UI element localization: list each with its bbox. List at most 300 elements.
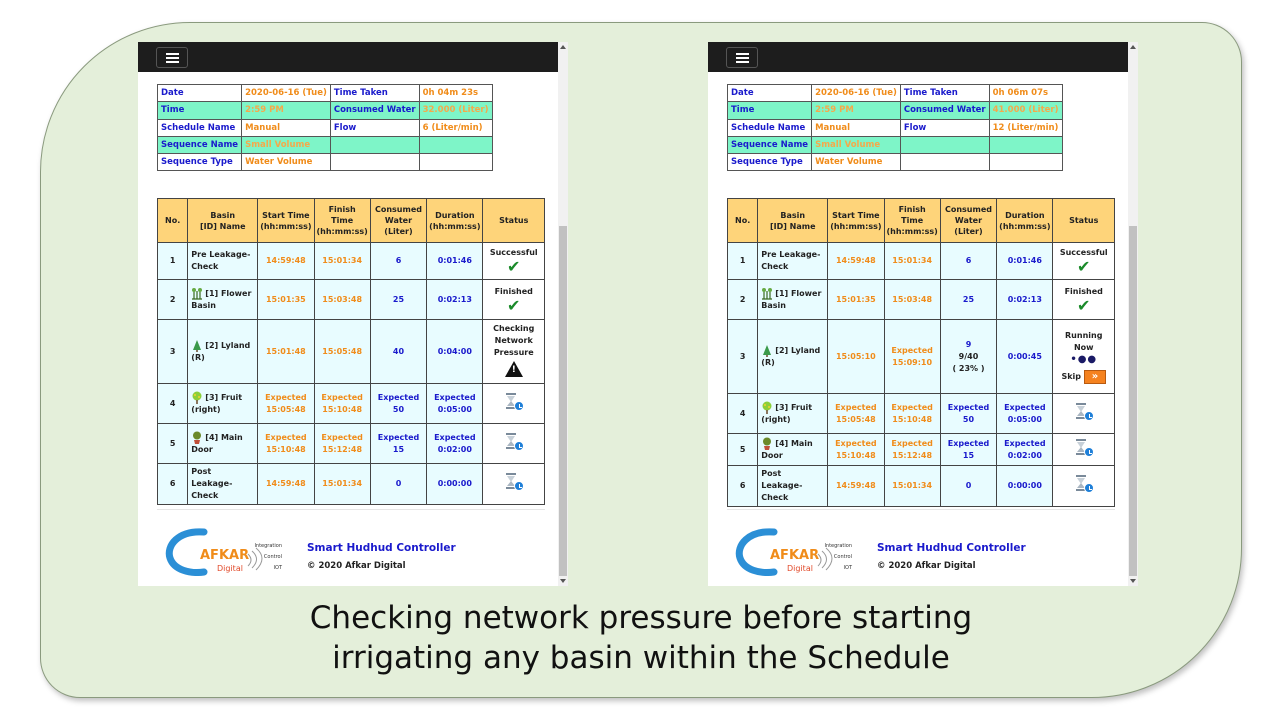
flow-value: 6 (Liter/min) xyxy=(419,119,492,136)
basin-name-text: [4] Main Door xyxy=(191,433,243,454)
time-label: Time xyxy=(158,102,242,119)
duration-value: 0:00:45 xyxy=(1007,351,1042,361)
row-number: 1 xyxy=(728,243,758,280)
consumed-water-value: 32.000 (Liter) xyxy=(419,102,492,119)
finish-time xyxy=(314,384,370,424)
start-time-value: 15:01:48 xyxy=(265,346,306,356)
row-number: 4 xyxy=(158,384,188,424)
finish-time-value: 15:03:48 xyxy=(322,294,363,304)
schedule-name-value: Manual xyxy=(242,119,331,136)
col-consumed-line1: Consumed xyxy=(944,205,992,214)
finish-time-expected: Expected xyxy=(321,432,363,442)
time-taken-value: 0h 06m 07s xyxy=(989,85,1062,102)
status-label: Successful xyxy=(1059,248,1108,257)
basin-name xyxy=(758,394,828,434)
consumed-water-value: 25 xyxy=(962,294,975,304)
logo-tag-control: Control xyxy=(833,554,852,560)
status xyxy=(483,243,545,280)
scroll-down-arrow-icon[interactable] xyxy=(560,579,566,583)
start-time xyxy=(828,243,884,280)
sequence-type-value: Water Volume xyxy=(812,154,901,171)
logo-tag-iot: IOT xyxy=(843,565,852,571)
finish-time xyxy=(314,424,370,464)
time-taken-label: Time Taken xyxy=(900,85,989,102)
status xyxy=(1053,394,1115,434)
finish-time xyxy=(884,466,940,507)
consumed-water xyxy=(370,424,426,464)
col-basin-line2: [ID] Name xyxy=(199,221,246,231)
finish-time-value: 15:01:34 xyxy=(322,479,363,488)
col-start-line1: Start Time xyxy=(832,210,880,220)
duration-value: 0:01:46 xyxy=(437,256,472,265)
afkar-digital-logo xyxy=(734,526,860,576)
footer-divider xyxy=(157,509,545,510)
basin-name-text: [2] Lyland (R) xyxy=(191,341,251,362)
consumed-water-value: 25 xyxy=(392,294,405,304)
schedule-info-table xyxy=(157,84,493,171)
consumed-water xyxy=(940,320,996,394)
col-basin-line1: Basin xyxy=(210,210,236,220)
warning-icon: ! xyxy=(505,361,523,377)
status-label: Finished xyxy=(494,286,533,296)
footer-title: Smart Hudhud Controller xyxy=(877,542,1026,554)
caption-line-1: Checking network pressure before starting xyxy=(309,600,973,636)
consumed-water xyxy=(940,466,996,507)
start-time xyxy=(258,320,314,384)
col-status: Status xyxy=(1053,199,1115,243)
consumed-water-expected: Expected xyxy=(947,438,990,448)
row-number: 3 xyxy=(158,320,188,384)
col-consumed xyxy=(370,199,426,243)
consumed-water-expected: Expected xyxy=(377,392,420,402)
potted-plant-icon xyxy=(191,431,203,444)
start-time-value: 14:59:48 xyxy=(265,479,306,488)
sequence-type-label: Sequence Type xyxy=(158,154,242,171)
footer-copyright: © 2020 Afkar Digital xyxy=(307,561,406,571)
logo-tag-iot: IOT xyxy=(273,565,282,571)
basin-name xyxy=(758,320,828,394)
duration-value: 0:05:00 xyxy=(437,404,472,414)
consumed-water-value: 50 xyxy=(962,414,975,424)
start-time-value: 14:59:48 xyxy=(265,256,306,265)
consumed-water-value: 40 xyxy=(392,346,405,356)
consumed-water-value: 0 xyxy=(395,479,402,488)
col-basin-line1: Basin xyxy=(780,210,806,220)
consumed-water-value: 9 xyxy=(965,339,972,349)
duration-value: 0:02:13 xyxy=(1007,294,1042,304)
logo-tag-integration: Integration xyxy=(824,543,852,549)
col-duration-line2: (hh:mm:ss) xyxy=(999,221,1051,231)
consumed-water-value: 15 xyxy=(962,450,975,460)
schedule-name-label: Schedule Name xyxy=(728,119,812,136)
flower-icon xyxy=(761,287,773,300)
start-time-value: 14:59:48 xyxy=(835,256,876,265)
start-time-expected: Expected xyxy=(265,432,307,442)
duration xyxy=(427,280,483,320)
row-number: 4 xyxy=(728,394,758,434)
basin-name xyxy=(188,320,258,384)
status xyxy=(483,464,545,505)
status xyxy=(483,384,545,424)
start-time-expected: Expected xyxy=(265,392,307,402)
skip-control xyxy=(1061,370,1106,384)
start-time xyxy=(828,466,884,507)
time-value: 2:59 PM xyxy=(242,102,331,119)
sequence-name-label: Sequence Name xyxy=(158,136,242,153)
basin-schedule-table xyxy=(157,198,545,505)
table-row xyxy=(728,434,1115,466)
finish-time-value: 15:10:48 xyxy=(892,414,933,424)
loading-dots-icon: •●● xyxy=(1070,353,1098,365)
duration-value: 0:02:13 xyxy=(437,294,472,304)
duration xyxy=(997,243,1053,280)
table-row xyxy=(158,424,545,464)
duration xyxy=(997,434,1053,466)
logo-sub: Digital xyxy=(787,564,813,573)
basin-name-text: [3] Fruit (right) xyxy=(761,403,813,424)
hourglass-clock-icon xyxy=(503,432,525,452)
schedule-info-table xyxy=(727,84,1063,171)
row-number: 6 xyxy=(728,466,758,507)
consumed-water xyxy=(940,434,996,466)
start-time-value: 14:59:48 xyxy=(835,481,876,490)
hourglass-clock-icon xyxy=(503,392,525,412)
col-status: Status xyxy=(483,199,545,243)
basin-name xyxy=(188,384,258,424)
consumed-water-value: 50 xyxy=(392,404,405,414)
date-value: 2020-06-16 (Tue) xyxy=(242,85,331,102)
duration-expected: Expected xyxy=(434,392,476,402)
logo-brand: AFKAR xyxy=(770,548,820,563)
start-time-value: 15:10:48 xyxy=(835,450,876,460)
duration-expected: Expected xyxy=(434,432,476,442)
basin-name xyxy=(188,280,258,320)
scroll-down-arrow-icon[interactable] xyxy=(1130,579,1136,583)
finish-time-expected: Expected xyxy=(891,438,933,448)
consumed-water xyxy=(370,280,426,320)
scroll-up-arrow-icon[interactable] xyxy=(1130,45,1136,49)
time-label: Time xyxy=(728,102,812,119)
consumed-water-expected: Expected xyxy=(947,402,990,412)
finish-time-value: 15:10:48 xyxy=(322,404,363,414)
time-taken-value: 0h 04m 23s xyxy=(419,85,492,102)
tree-icon xyxy=(191,339,203,352)
col-finish xyxy=(884,199,940,243)
time-value: 2:59 PM xyxy=(812,102,901,119)
menu-icon[interactable] xyxy=(726,47,758,68)
finish-time xyxy=(314,464,370,505)
start-time-value: 15:05:10 xyxy=(835,351,876,361)
start-time xyxy=(258,424,314,464)
consumed-water xyxy=(940,394,996,434)
flow-value: 12 (Liter/min) xyxy=(989,119,1062,136)
finish-time xyxy=(884,280,940,320)
duration-value: 0:01:46 xyxy=(1007,256,1042,265)
col-duration xyxy=(997,199,1053,243)
consumed-water-label: Consumed Water xyxy=(330,102,419,119)
scrollbar-thumb[interactable] xyxy=(559,226,567,576)
hourglass-clock-icon xyxy=(1073,474,1095,494)
finish-time-value: 15:09:10 xyxy=(892,357,933,367)
col-basin-line2: [ID] Name xyxy=(769,221,816,231)
hourglass-clock-icon xyxy=(1073,438,1095,458)
duration xyxy=(427,384,483,424)
table-row xyxy=(728,280,1115,320)
row-number: 1 xyxy=(158,243,188,280)
consumed-water xyxy=(370,320,426,384)
finish-time xyxy=(884,243,940,280)
col-no: No. xyxy=(728,199,758,243)
sequence-name-value: Small Volume xyxy=(242,136,331,153)
logo-sub: Digital xyxy=(217,564,243,573)
sequence-name-value: Small Volume xyxy=(812,136,901,153)
status xyxy=(1053,320,1115,394)
sequence-type-label: Sequence Type xyxy=(728,154,812,171)
start-time-expected: Expected xyxy=(835,438,877,448)
flow-label: Flow xyxy=(330,119,419,136)
basin-name-text: [3] Fruit (right) xyxy=(191,393,243,414)
caption-line-2: irrigating any basin within the Schedule xyxy=(332,640,950,676)
start-time-value: 15:01:35 xyxy=(835,294,876,304)
table-row xyxy=(158,464,545,505)
basin-name xyxy=(188,243,258,280)
basin-name xyxy=(758,280,828,320)
duration xyxy=(427,243,483,280)
empty-cell xyxy=(419,154,492,171)
col-consumed-line2: Water (Liter) xyxy=(954,216,983,236)
col-no: No. xyxy=(158,199,188,243)
start-time-value: 15:10:48 xyxy=(265,444,306,454)
basin-schedule-table xyxy=(727,198,1115,507)
status xyxy=(1053,243,1115,280)
col-duration xyxy=(427,199,483,243)
basin-name xyxy=(758,466,828,507)
consumed-water-value: 15 xyxy=(392,444,405,454)
scrollbar-thumb[interactable] xyxy=(1129,226,1137,576)
sequence-name-label: Sequence Name xyxy=(728,136,812,153)
row-number: 5 xyxy=(728,434,758,466)
start-time-expected: Expected xyxy=(835,402,877,412)
basin-name xyxy=(758,243,828,280)
table-row xyxy=(158,243,545,280)
consumed-water-value: 6 xyxy=(395,256,402,265)
finish-time xyxy=(314,280,370,320)
logo-tag-control: Control xyxy=(263,554,282,560)
screenshot-right xyxy=(708,42,1138,586)
basin-name xyxy=(758,434,828,466)
start-time xyxy=(828,320,884,394)
duration xyxy=(427,320,483,384)
finish-time-value: 15:12:48 xyxy=(322,444,363,454)
status xyxy=(483,424,545,464)
empty-cell xyxy=(900,154,989,171)
start-time xyxy=(828,280,884,320)
status-label: Running Now xyxy=(1065,330,1103,352)
col-duration-line1: Duration xyxy=(1005,210,1045,220)
col-start-line1: Start Time xyxy=(262,210,310,220)
basin-name-text: Pre Leakage-Check xyxy=(191,250,251,271)
consumed-water-value: 41.000 (Liter) xyxy=(989,102,1062,119)
duration xyxy=(997,280,1053,320)
consumed-water xyxy=(940,243,996,280)
scroll-up-arrow-icon[interactable] xyxy=(560,45,566,49)
sequence-type-value: Water Volume xyxy=(242,154,331,171)
caption xyxy=(40,598,1242,678)
table-row xyxy=(158,280,545,320)
finish-time-value: 15:03:48 xyxy=(892,294,933,304)
flower-icon xyxy=(191,287,203,300)
empty-cell xyxy=(330,136,419,153)
col-start xyxy=(258,199,314,243)
start-time-value: 15:05:48 xyxy=(265,404,306,414)
row-number: 5 xyxy=(158,424,188,464)
col-start xyxy=(828,199,884,243)
status xyxy=(1053,466,1115,507)
col-consumed-line2: Water (Liter) xyxy=(384,216,413,236)
col-duration-line1: Duration xyxy=(435,210,475,220)
date-label: Date xyxy=(728,85,812,102)
fruit-tree-icon xyxy=(761,401,773,414)
status xyxy=(1053,280,1115,320)
basin-name-text: Post Leakage-Check xyxy=(191,467,233,500)
finish-time-value: 15:05:48 xyxy=(322,346,363,356)
logo-brand: AFKAR xyxy=(200,548,250,563)
duration-expected: Expected xyxy=(1004,402,1046,412)
row-number: 6 xyxy=(158,464,188,505)
duration-expected: Expected xyxy=(1004,438,1046,448)
consumed-water-value: 0 xyxy=(965,481,972,490)
checkmark-icon: ✔ xyxy=(507,257,521,276)
finish-time-value: 15:01:34 xyxy=(892,481,933,490)
empty-cell xyxy=(989,154,1062,171)
duration-value: 0:02:00 xyxy=(437,444,472,454)
footer-divider xyxy=(727,509,1115,510)
duration xyxy=(997,320,1053,394)
col-start-line2: (hh:mm:ss) xyxy=(830,221,882,231)
finish-time-expected: Expected xyxy=(321,392,363,402)
col-basin xyxy=(188,199,258,243)
start-time xyxy=(828,434,884,466)
schedule-name-value: Manual xyxy=(812,119,901,136)
start-time-value: 15:05:48 xyxy=(835,414,876,424)
top-navbar xyxy=(708,42,1138,72)
empty-cell xyxy=(900,136,989,153)
hourglass-clock-icon xyxy=(1073,402,1095,422)
finish-time xyxy=(884,394,940,434)
basin-name-text: [1] Flower Basin xyxy=(191,289,252,310)
col-finish-line3: (hh:mm:ss) xyxy=(886,227,938,236)
start-time-value: 15:01:35 xyxy=(265,294,306,304)
duration xyxy=(997,394,1053,434)
screenshot-left xyxy=(138,42,568,586)
tree-icon xyxy=(761,344,773,357)
status xyxy=(1053,434,1115,466)
basin-name-text: Pre Leakage-Check xyxy=(761,250,821,271)
col-start-line2: (hh:mm:ss) xyxy=(260,221,312,231)
basin-name-text: Post Leakage-Check xyxy=(761,469,803,502)
date-value: 2020-06-16 (Tue) xyxy=(812,85,901,102)
consumed-water xyxy=(370,243,426,280)
consumed-percent: ( 23% ) xyxy=(952,363,985,373)
logo-tag-integration: Integration xyxy=(254,543,282,549)
col-finish xyxy=(314,199,370,243)
duration-value: 0:00:00 xyxy=(437,479,472,488)
col-finish-line2: Time xyxy=(331,216,354,225)
duration-value: 0:02:00 xyxy=(1007,450,1042,460)
vertical-scrollbar[interactable] xyxy=(558,42,568,586)
finish-time-value: 15:12:48 xyxy=(892,450,933,460)
duration xyxy=(997,466,1053,507)
afkar-digital-logo xyxy=(164,526,290,576)
table-row xyxy=(728,394,1115,434)
potted-plant-icon xyxy=(761,437,773,450)
row-number: 2 xyxy=(158,280,188,320)
duration-value: 0:04:00 xyxy=(437,346,472,356)
col-finish-line1: Finish xyxy=(328,205,356,214)
vertical-scrollbar[interactable] xyxy=(1128,42,1138,586)
row-number: 2 xyxy=(728,280,758,320)
flow-label: Flow xyxy=(900,119,989,136)
start-time xyxy=(258,384,314,424)
basin-name xyxy=(188,424,258,464)
checkmark-icon: ✔ xyxy=(1077,257,1091,276)
col-duration-line2: (hh:mm:ss) xyxy=(429,221,481,231)
hourglass-clock-icon xyxy=(503,472,525,492)
schedule-name-label: Schedule Name xyxy=(158,119,242,136)
col-basin xyxy=(758,199,828,243)
duration-value: 0:00:00 xyxy=(1007,481,1042,490)
table-row xyxy=(728,243,1115,280)
duration-value: 0:05:00 xyxy=(1007,414,1042,424)
top-navbar xyxy=(138,42,568,72)
footer-title: Smart Hudhud Controller xyxy=(307,542,456,554)
consumed-water-label: Consumed Water xyxy=(900,102,989,119)
row-number: 3 xyxy=(728,320,758,394)
consumed-water xyxy=(370,464,426,505)
skip-forward-button[interactable]: » xyxy=(1084,370,1106,384)
finish-time-expected: Expected xyxy=(891,402,933,412)
finish-time xyxy=(314,243,370,280)
table-row xyxy=(728,320,1115,394)
status-label: Finished xyxy=(1064,286,1103,296)
finish-time-value: 15:01:34 xyxy=(892,256,933,265)
finish-time xyxy=(884,320,940,394)
start-time xyxy=(258,243,314,280)
consumed-water-expected: Expected xyxy=(377,432,420,442)
duration xyxy=(427,464,483,505)
table-row xyxy=(158,384,545,424)
consumed-water xyxy=(940,280,996,320)
col-finish-line1: Finish xyxy=(898,205,926,214)
table-row xyxy=(728,466,1115,507)
basin-name xyxy=(188,464,258,505)
consumed-water-value: 6 xyxy=(965,256,972,265)
date-label: Date xyxy=(158,85,242,102)
time-taken-label: Time Taken xyxy=(330,85,419,102)
finish-time-expected: Expected xyxy=(891,345,933,355)
basin-name-text: [2] Lyland (R) xyxy=(761,346,821,367)
menu-icon[interactable] xyxy=(156,47,188,68)
status xyxy=(483,280,545,320)
status xyxy=(483,320,545,384)
fruit-tree-icon xyxy=(191,391,203,404)
footer-copyright: © 2020 Afkar Digital xyxy=(877,561,976,571)
checkmark-icon: ✔ xyxy=(1077,295,1091,315)
empty-cell xyxy=(989,136,1062,153)
empty-cell xyxy=(419,136,492,153)
col-finish-line2: Time xyxy=(901,216,924,225)
checkmark-icon: ✔ xyxy=(507,295,521,315)
